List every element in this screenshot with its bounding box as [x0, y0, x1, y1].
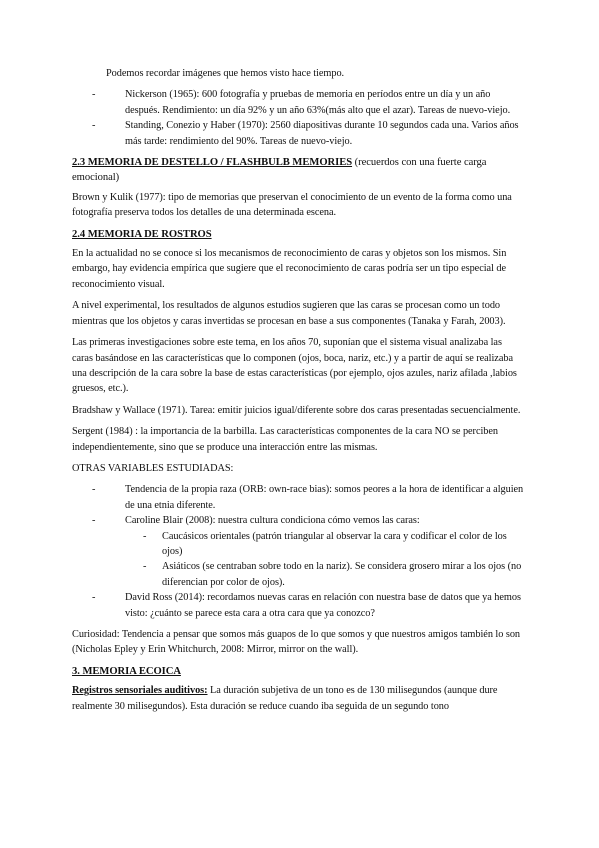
section-subtitle: (recuerdos con una fuerte carga emocional) — [72, 157, 487, 184]
list-item: - Standing, Conezio y Haber (1970): 2560 diapositivas durante 10 segundos cada una. Varios años más tarde: rendimiento del 90%. Tareas de nuevo-viejo. — [72, 118, 524, 149]
paragraph: En la actualidad no se conoce si los mecanismos de reconocimiento de caras y objetos son los mismos. Sin embargo, hay evidencia empírica que sugiere que el reconocimiento de caras podría ser un tipo especial de reconocimiento visual. — [72, 248, 507, 290]
paragraph: Sergent (1984) : la importancia de la barbilla. Las características componentes de la cara NO se perciben independientemente, sino que se produce una interacción entre las mismas. — [72, 426, 498, 453]
section-title: 2.3 MEMORIA DE DESTELLO / FLASHBULB MEMORIES — [72, 157, 353, 169]
section-heading-2-3 — [72, 155, 524, 186]
paragraph — [72, 683, 524, 714]
other-variables-heading: OTRAS VARIABLES ESTUDIADAS: — [72, 462, 234, 474]
paragraph: Brown y Kulik (1977): tipo de memorias que preservan el conocimiento de un evento de la forma como una fotografía preserva todos los detalles de una determinada escena. — [72, 191, 512, 219]
list-item-text: Caroline Blair (2008): nuestra cultura condiciona cómo vemos las caras: — [125, 515, 420, 527]
list-item: - Nickerson (1965): 600 fotografía y pruebas de memoria en períodos entre un día y un año después. Rendimiento: un día 92% y un año 63%(más alto que el azar). Tareas de nuevo-viejo. — [72, 87, 524, 118]
section-heading-3 — [72, 664, 524, 679]
image-memory-list — [72, 87, 524, 149]
list-item — [72, 513, 524, 590]
section-heading-2-4 — [72, 227, 524, 242]
sub-list-item: - Asiáticos (se centraban sobre todo en la nariz). Se considera grosero mirar a los ojos (no diferencian por color de ojos). — [125, 559, 524, 590]
list-item: - Tendencia de la propia raza (ORB: own-race bias): somos peores a la hora de identificar a alguien de una etnia diferente. — [72, 482, 524, 513]
paragraph: Las primeras investigaciones sobre este tema, en los años 70, suponían que el sistema visual analizaba las caras basándose en las características que lo componen (ojos, boca, nariz, etc.) y a partir de aquí se realizaba una descripción de la cara sobre la base de estas características (por ejemplo, ojos azules, nariz afilada ,labios gruesos, etc.). — [72, 337, 517, 395]
paragraph: A nivel experimental, los resultados de algunos estudios sugieren que las caras se procesan como un todo mientras que los objetos y caras invertidas se procesan en base a sus componentes (Tanaka y Farah, 2003). — [72, 300, 506, 327]
list-item: - David Ross (2014): recordamos nuevas caras en relación con nuestra base de datos que ya hemos visto: ¿cuánto se parece esta cara a otra cara que ya conozco? — [72, 590, 524, 621]
section-title: 3. MEMORIA ECOICA — [72, 665, 181, 677]
variables-list — [72, 482, 524, 621]
bold-lead: Registros sensoriales auditivos: — [72, 685, 208, 697]
sub-list — [125, 529, 524, 591]
curiosity-paragraph: Curiosidad: Tendencia a pensar que somos más guapos de lo que somos y que nuestros amigos también lo son (Nicholas Epley y Erin Whitchurch, 2008: Mirror, mirror on the wall). — [72, 629, 521, 656]
paragraph-text: La duración subjetiva de un tono es de 130 milisegundos (aunque dure realmente 30 milisegundos). Esta duración se reduce cuando iba seguida de un segundo tono — [72, 685, 498, 712]
paragraph: Bradshaw y Wallace (1971). Tarea: emitir juicios igual/diferente sobre dos caras presentadas secuencialmente. — [72, 404, 521, 416]
document-page — [72, 66, 524, 720]
sub-list-item: - Caucásicos orientales (patrón triangular al observar la cara y codificar el color de los ojos) — [125, 529, 524, 560]
section-title: 2.4 MEMORIA DE ROSTROS — [72, 228, 212, 240]
intro-paragraph: Podemos recordar imágenes que hemos visto hace tiempo. — [106, 68, 345, 79]
